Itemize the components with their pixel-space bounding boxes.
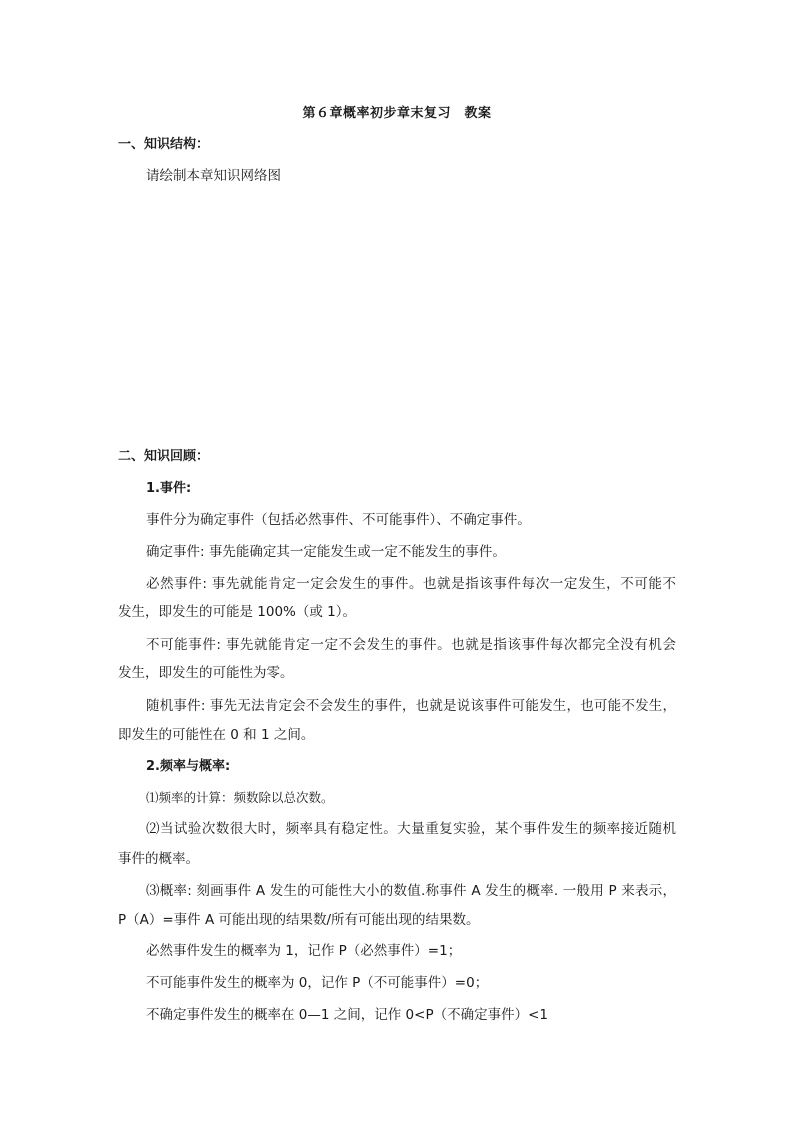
frequency-paragraph-2-line-2: 事件的概率。 [118, 851, 199, 867]
events-paragraph-5-line-2: 即发生的可能性在 0 和 1 之间。 [118, 727, 315, 743]
events-paragraph-3-line-1: 必然事件: 事先就能肯定一定会发生的事件。也就是指该事件每次一定发生，不可能不 [146, 576, 676, 592]
frequency-paragraph-1: ⑴频率的计算：频数除以总次数。 [146, 790, 334, 805]
events-paragraph-1: 事件分为确定事件（包括必然事件、不可能事件）、不确定事件。 [146, 512, 531, 528]
document-title: 第６章概率初步章末复习 教案 [302, 106, 492, 121]
events-paragraph-5-line-1: 随机事件: 事先无法肯定会不会发生的事件，也就是说该事件可能发生，也可能不发生， [146, 698, 676, 714]
events-paragraph-4-line-2: 发生，即发生的可能性为零。 [118, 665, 294, 681]
events-paragraph-4-line-1: 不可能事件: 事先就能肯定一定不会发生的事件。也就是指该事件每次都完全没有机会 [146, 637, 676, 653]
frequency-paragraph-3-line-1: ⑶概率: 刻画事件 A 发生的可能性大小的数值.称事件 A 发生的概率. 一般用 P 来表示， [146, 883, 676, 899]
frequency-heading: 2.频率与概率: [146, 759, 231, 774]
section2-heading: 二、知识回顾： [118, 449, 210, 464]
events-paragraph-3-line-2: 发生，即发生的可能是 100%（或 1）。 [118, 604, 357, 620]
frequency-paragraph-4: 必然事件发生的概率为 1，记作 P（必然事件）=1； [146, 943, 462, 959]
frequency-paragraph-6: 不确定事件发生的概率在 0—1 之间，记作 0<P（不确定事件）<1 [146, 1007, 548, 1023]
section1-heading: 一、知识结构： [118, 137, 210, 152]
events-paragraph-2: 确定事件: 事先能确定其一定能发生或一定不能发生的事件。 [146, 544, 506, 560]
frequency-paragraph-5: 不可能事件发生的概率为 0，记作 P（不可能事件）=0； [146, 975, 489, 991]
frequency-paragraph-3-line-2: P（A）=事件 A 可能出现的结果数/所有可能出现的结果数。 [118, 912, 480, 928]
frequency-paragraph-2-line-1: ⑵当试验次数很大时，频率具有稳定性。大量重复实验，某个事件发生的频率接近随机 [146, 821, 676, 837]
section1-instruction: 请绘制本章知识网络图 [146, 168, 281, 184]
events-heading: 1.事件: [146, 481, 192, 496]
